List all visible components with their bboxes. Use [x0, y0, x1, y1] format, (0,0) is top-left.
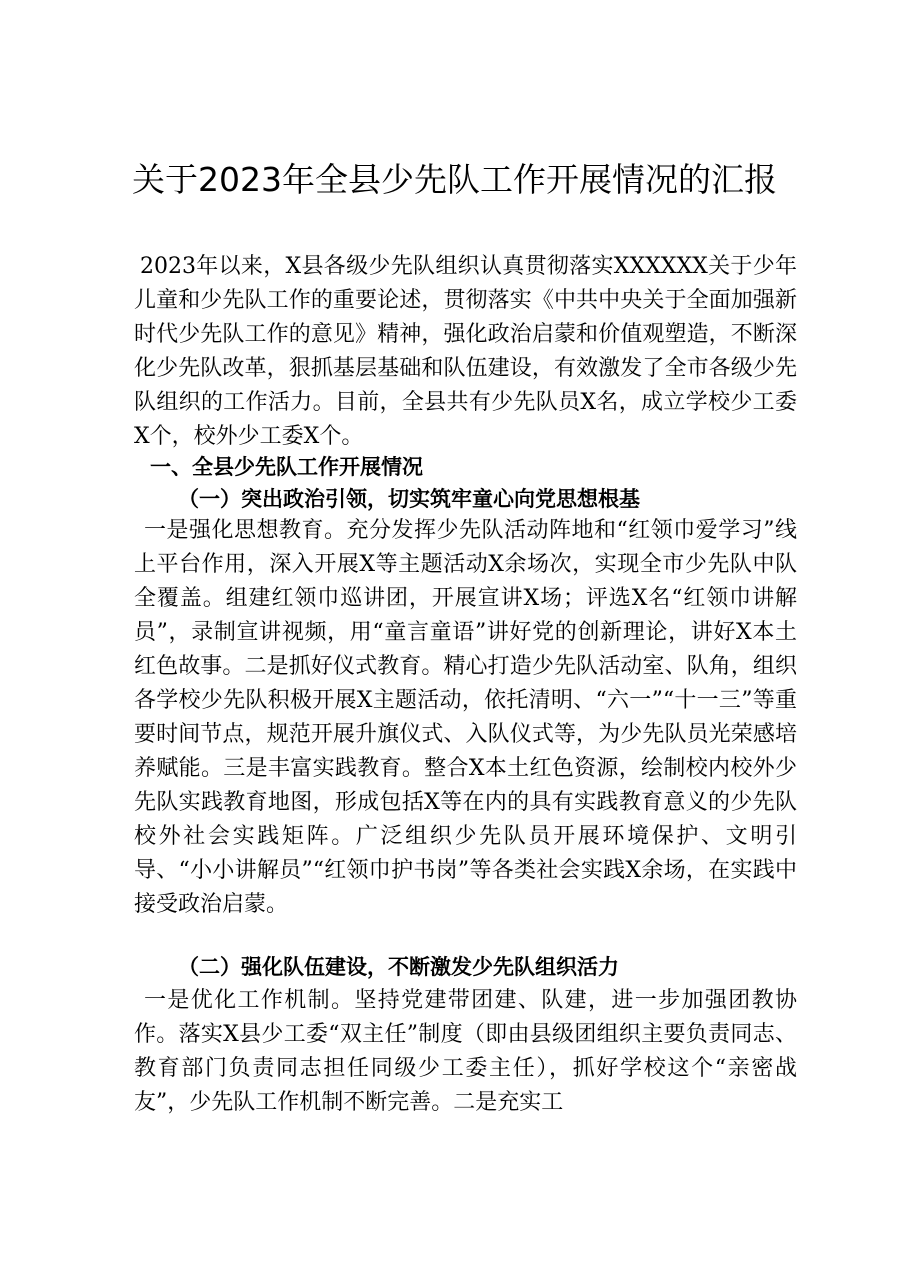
document-title: 关于2023年全县少先队工作开展情况的汇报: [132, 160, 777, 199]
intro-paragraph: 2023年以来，X县各级少先队组织认真贯彻落实XXXXXX关于少年儿童和少先队工作的重要论述，贯彻落实《中共中央关于全面加强新时代少先队工作的意见》精神，强化政治启蒙和价值观塑造，不断深化少先队改革，狠抓基层基础和队伍建设，有效激发了全市各级少先队组织的工作活力。目前，全县共有少先队员X名，成立学校少工委X个，校外少工委X个。: [134, 254, 797, 449]
subsection-heading-2: （二）强化队伍建设，不断激发少先队组织活力: [178, 954, 619, 979]
subsection-paragraph-1: 一是强化思想教育。充分发挥少先队活动阵地和“红领巾爱学习”线上平台作用，深入开展X等主题活动X余场次，实现全市少先队中队全覆盖。组建红领巾巡讲团，开展宣讲X场；评选X名“红领巾讲解员”，录制宣讲视频，用“童言童语”讲好党的创新理论，讲好X本土红色故事。二是抓好仪式教育。精心打造少先队活动室、队角，组织各学校少先队积极开展X主题活动，依托清明、“六一”“十一三”等重要时间节点，规范开展升旗仪式、入队仪式等，为少先队员光荣感培养赋能。三是丰富实践教育。整合X本土红色资源，绘制校内校外少先队实践教育地图，形成包括X等在内的具有实践教育意义的少先队校外社会实践矩阵。广泛组织少先队员开展环境保护、文明引导、“小小讲解员”“红领巾护书岗”等各类社会实践X余场，在实践中接受政治启蒙。: [134, 518, 797, 917]
section-heading-1: 一、全县少先队工作开展情况: [150, 455, 423, 479]
subsection-heading-1: （一）突出政治引领，切实筑牢童心向党思想根基: [178, 486, 640, 511]
subsection-paragraph-2: 一是优化工作机制。坚持党建带团建、队建，进一步加强团教协作。落实X县少工委“双主任”制度（即由县级团组织主要负责同志、教育部门负责同志担任同级少工委主任），抓好学校这个“亲密战友”，少先队工作机制不断完善。二是充实工: [134, 988, 797, 1115]
